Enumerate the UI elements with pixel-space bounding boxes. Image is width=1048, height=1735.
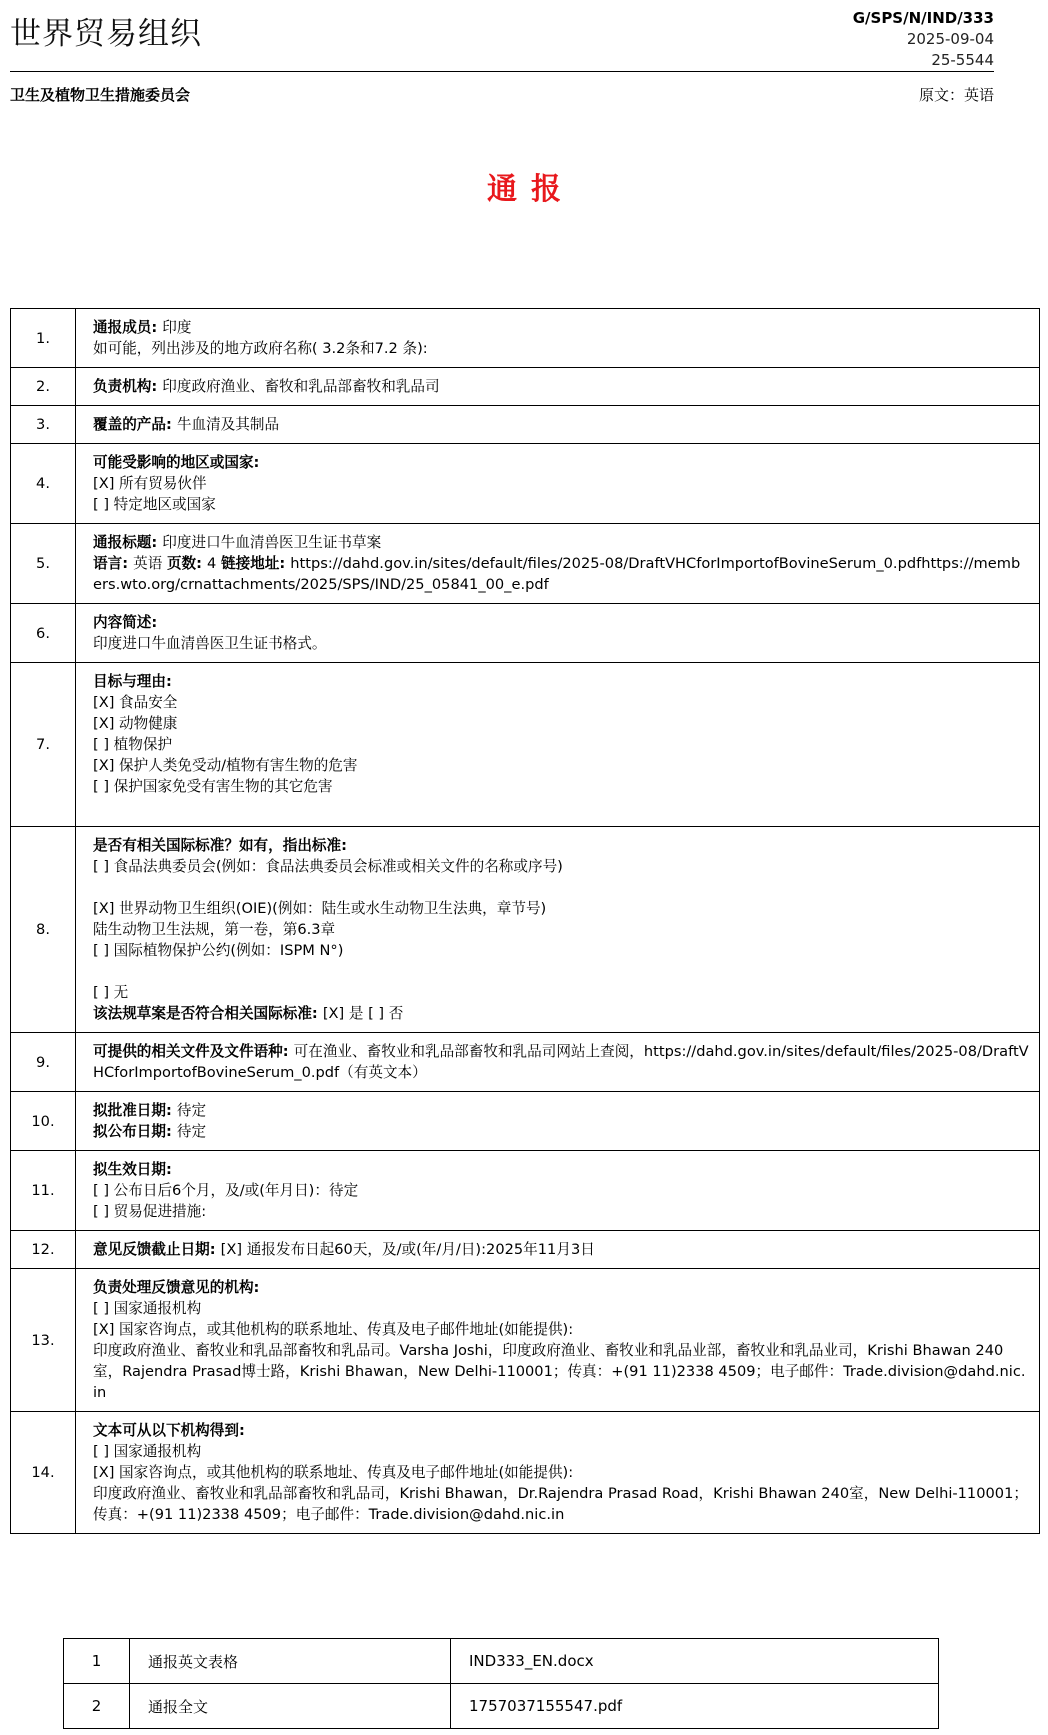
table-row xyxy=(11,444,1040,524)
row-line xyxy=(93,1340,1029,1403)
field-label: 目标与理由: xyxy=(93,673,172,690)
row-content xyxy=(76,368,1040,406)
row-content xyxy=(76,524,1040,604)
row-line xyxy=(93,797,1029,818)
row-line xyxy=(93,919,1029,940)
document-date: 2025-09-04 xyxy=(906,30,994,48)
row-content xyxy=(76,406,1040,444)
row-content xyxy=(76,1033,1040,1092)
field-value: [ ] 国际植物保护公约(例如：ISPM N°) xyxy=(93,942,344,959)
row-line xyxy=(93,671,1029,692)
table-row xyxy=(11,406,1040,444)
row-line xyxy=(93,1180,1029,1201)
table-row xyxy=(11,1092,1040,1151)
field-value: [ ] 国家通报机构 xyxy=(93,1300,202,1317)
attachment-label: 通报英文表格 xyxy=(130,1639,451,1684)
row-number: 5. xyxy=(11,524,76,604)
notification-table xyxy=(10,308,1040,1534)
field-label: 拟生效日期: xyxy=(93,1161,172,1178)
field-value[interactable]: https://dahd.gov.in/sites/default/files/2025-08/DraftVHCforImportofBovineSerum_0.pdfhttps://members.wto.org/crnattachments/2025/SPS/IND/25_05841_00_e.pdf xyxy=(93,555,1021,593)
field-value: 印度政府渔业、畜牧业和乳品部畜牧和乳品司。Varsha Joshi，印度政府渔业、畜牧业和乳品业部，畜牧业和乳品业司，Krishi Bhawan 240室，Rajendra Prasad博士路，Krishi Bhawan，New Delhi-110001；传真：+(91 11)2338 4509；电子邮件：Trade.division@dahd.nic.in xyxy=(93,1342,1026,1401)
field-value: [ ] 国家通报机构 xyxy=(93,1443,202,1460)
attachments-table-body xyxy=(64,1639,939,1729)
field-label: 语言: xyxy=(93,555,134,572)
row-line xyxy=(93,1159,1029,1180)
field-value: [ ] 保护国家免受有害生物的其它危害 xyxy=(93,778,333,795)
field-label: 链接地址: xyxy=(220,555,291,572)
field-value: [X] 世界动物卫生组织(OIE)(例如：陆生或水生动物卫生法典，章节号) xyxy=(93,900,547,917)
original-language: 原文：英语 xyxy=(918,86,994,104)
row-line xyxy=(93,877,1029,898)
field-label: 内容简述: xyxy=(93,614,158,631)
row-line xyxy=(93,1201,1029,1222)
field-label: 通报成员: xyxy=(93,319,163,336)
field-value: [X] 食品安全 xyxy=(93,694,178,711)
field-label: 通报标题: xyxy=(93,534,163,551)
row-content xyxy=(76,444,1040,524)
field-label: 是否有相关国际标准？如有，指出标准: xyxy=(93,837,347,854)
field-value: 印度政府渔业、畜牧业和乳品部畜牧和乳品司，Krishi Bhawan，Dr.Rajendra Prasad Road，Krishi Bhawan 240室，New Delhi-110001；传真：+(91 11)2338 4509；电子邮件：Trade.division@dahd.nic.in xyxy=(93,1485,1028,1523)
row-number: 3. xyxy=(11,406,76,444)
attachment-number: 1 xyxy=(64,1639,130,1684)
field-label: 覆盖的产品: xyxy=(93,416,177,433)
row-line xyxy=(93,898,1029,919)
field-value: 待定 xyxy=(176,1102,207,1119)
row-line xyxy=(93,1319,1029,1340)
attachment-label: 通报全文 xyxy=(130,1684,451,1729)
row-line xyxy=(93,1239,1029,1260)
field-value: [X] 保护人类免受动/植物有害生物的危害 xyxy=(93,757,358,774)
field-value: 印度进口牛血清兽医卫生证书格式。 xyxy=(93,635,327,652)
table-row xyxy=(11,309,1040,368)
field-value: 如可能，列出涉及的地方政府名称( 3.2条和7.2 条): xyxy=(93,340,428,357)
row-line xyxy=(93,1298,1029,1319)
row-number: 8. xyxy=(11,827,76,1033)
field-value: [ ] 贸易促进措施: xyxy=(93,1203,207,1220)
row-content xyxy=(76,1092,1040,1151)
field-label: 该法规草案是否符合相关国际标准: xyxy=(93,1005,323,1022)
table-row xyxy=(11,1269,1040,1412)
table-row xyxy=(11,368,1040,406)
row-line xyxy=(93,734,1029,755)
field-label: 拟公布日期: xyxy=(93,1123,177,1140)
row-line xyxy=(93,713,1029,734)
field-value: 牛血清及其制品 xyxy=(176,416,280,433)
field-value: 印度政府渔业、畜牧和乳品部畜牧和乳品司 xyxy=(162,378,440,395)
field-value: 印度进口牛血清兽医卫生证书草案 xyxy=(162,534,382,551)
row-number: 4. xyxy=(11,444,76,524)
committee-name: 卫生及植物卫生措施委员会 xyxy=(10,86,191,104)
row-line xyxy=(93,1462,1029,1483)
header-divider xyxy=(10,71,994,72)
row-line xyxy=(93,376,1029,397)
row-line xyxy=(93,961,1029,982)
row-line xyxy=(93,633,1029,654)
field-value: [X] 动物健康 xyxy=(93,715,178,732)
document-symbol: G/SPS/N/IND/333 xyxy=(852,9,994,27)
row-line xyxy=(93,1420,1029,1441)
field-value: 陆生动物卫生法规，第一卷，第6.3章 xyxy=(93,921,336,938)
row-content xyxy=(76,1412,1040,1534)
field-value: [ ] 食品法典委员会(例如：食品法典委员会标准或相关文件的名称或序号) xyxy=(93,858,563,875)
row-line xyxy=(93,776,1029,797)
row-content xyxy=(76,663,1040,827)
row-line xyxy=(93,1483,1029,1525)
row-content xyxy=(76,604,1040,663)
attachment-row xyxy=(64,1684,939,1729)
table-row xyxy=(11,827,1040,1033)
row-content xyxy=(76,1269,1040,1412)
field-value: [ ] 特定地区或国家 xyxy=(93,496,216,513)
row-number: 7. xyxy=(11,663,76,827)
field-value: [ ] 公布日后6个月，及/或(年月日)：待定 xyxy=(93,1182,359,1199)
document-meta xyxy=(853,8,994,71)
row-content xyxy=(76,827,1040,1033)
row-line xyxy=(93,1277,1029,1298)
attachment-file-link[interactable]: IND333_EN.docx xyxy=(451,1639,939,1684)
field-value: 英语 xyxy=(133,555,167,572)
row-number: 9. xyxy=(11,1033,76,1092)
row-line xyxy=(93,494,1029,515)
table-row xyxy=(11,1231,1040,1269)
field-label: 可提供的相关文件及文件语种: xyxy=(93,1043,294,1060)
field-value: 印度 xyxy=(162,319,192,336)
row-number: 1. xyxy=(11,309,76,368)
field-value: 待定 xyxy=(176,1123,207,1140)
attachment-row xyxy=(64,1639,939,1684)
row-line xyxy=(93,1100,1029,1121)
row-line xyxy=(93,553,1029,595)
field-label: 可能受影响的地区或国家: xyxy=(93,454,260,471)
field-value[interactable]: 可在渔业、畜牧业和乳品部畜牧和乳品司网站上查阅，https://dahd.gov.in/sites/default/files/2025-08/DraftVHCforImportofBovineSerum_0.pdf（有英文本） xyxy=(93,1043,1029,1081)
field-value: [X] 是 [ ] 否 xyxy=(322,1005,404,1022)
field-label: 拟批准日期: xyxy=(93,1102,177,1119)
row-number: 14. xyxy=(11,1412,76,1534)
field-value: 4 xyxy=(207,555,221,572)
row-number: 11. xyxy=(11,1151,76,1231)
row-line xyxy=(93,1041,1029,1083)
attachment-number: 2 xyxy=(64,1684,130,1729)
row-line xyxy=(93,1441,1029,1462)
table-row xyxy=(11,1033,1040,1092)
table-row xyxy=(11,1412,1040,1534)
row-number: 10. xyxy=(11,1092,76,1151)
row-line xyxy=(93,835,1029,856)
attachment-file-link[interactable]: 1757037155547.pdf xyxy=(451,1684,939,1729)
org-name: 世界贸易组织 xyxy=(10,16,202,52)
notification-table-body xyxy=(11,309,1040,1534)
row-content xyxy=(76,1231,1040,1269)
table-row xyxy=(11,524,1040,604)
row-line xyxy=(93,1003,1029,1024)
row-line xyxy=(93,532,1029,553)
table-row xyxy=(11,1151,1040,1231)
field-label: 负责处理反馈意见的机构: xyxy=(93,1279,260,1296)
field-label: 页数: xyxy=(166,555,208,572)
row-line xyxy=(93,612,1029,633)
field-value: [X] 通报发布日起60天，及/或(年/月/日):2025年11月3日 xyxy=(220,1241,595,1258)
row-line xyxy=(93,856,1029,877)
document-number: 25-5544 xyxy=(931,51,994,69)
field-value: [ ] 植物保护 xyxy=(93,736,173,753)
row-line xyxy=(93,982,1029,1003)
row-line xyxy=(93,452,1029,473)
row-line xyxy=(93,1121,1029,1142)
field-value: [X] 国家咨询点，或其他机构的联系地址、传真及电子邮件地址(如能提供): xyxy=(93,1321,574,1338)
field-label: 负责机构: xyxy=(93,378,163,395)
row-content xyxy=(76,309,1040,368)
row-number: 13. xyxy=(11,1269,76,1412)
row-line xyxy=(93,473,1029,494)
attachments-table xyxy=(63,1638,939,1729)
row-number: 12. xyxy=(11,1231,76,1269)
field-label: 意见反馈截止日期: xyxy=(93,1241,221,1258)
row-line xyxy=(93,940,1029,961)
row-line xyxy=(93,414,1029,435)
field-value: [X] 所有贸易伙伴 xyxy=(93,475,207,492)
table-row xyxy=(11,604,1040,663)
field-label: 文本可从以下机构得到: xyxy=(93,1422,245,1439)
row-number: 2. xyxy=(11,368,76,406)
table-row xyxy=(11,663,1040,827)
row-line xyxy=(93,692,1029,713)
row-line xyxy=(93,317,1029,338)
row-line xyxy=(93,755,1029,776)
field-value: [ ] 无 xyxy=(93,984,129,1001)
page-title: 通报 xyxy=(487,172,575,207)
row-number: 6. xyxy=(11,604,76,663)
row-content xyxy=(76,1151,1040,1231)
row-line xyxy=(93,338,1029,359)
field-value: [X] 国家咨询点，或其他机构的联系地址、传真及电子邮件地址(如能提供): xyxy=(93,1464,574,1481)
